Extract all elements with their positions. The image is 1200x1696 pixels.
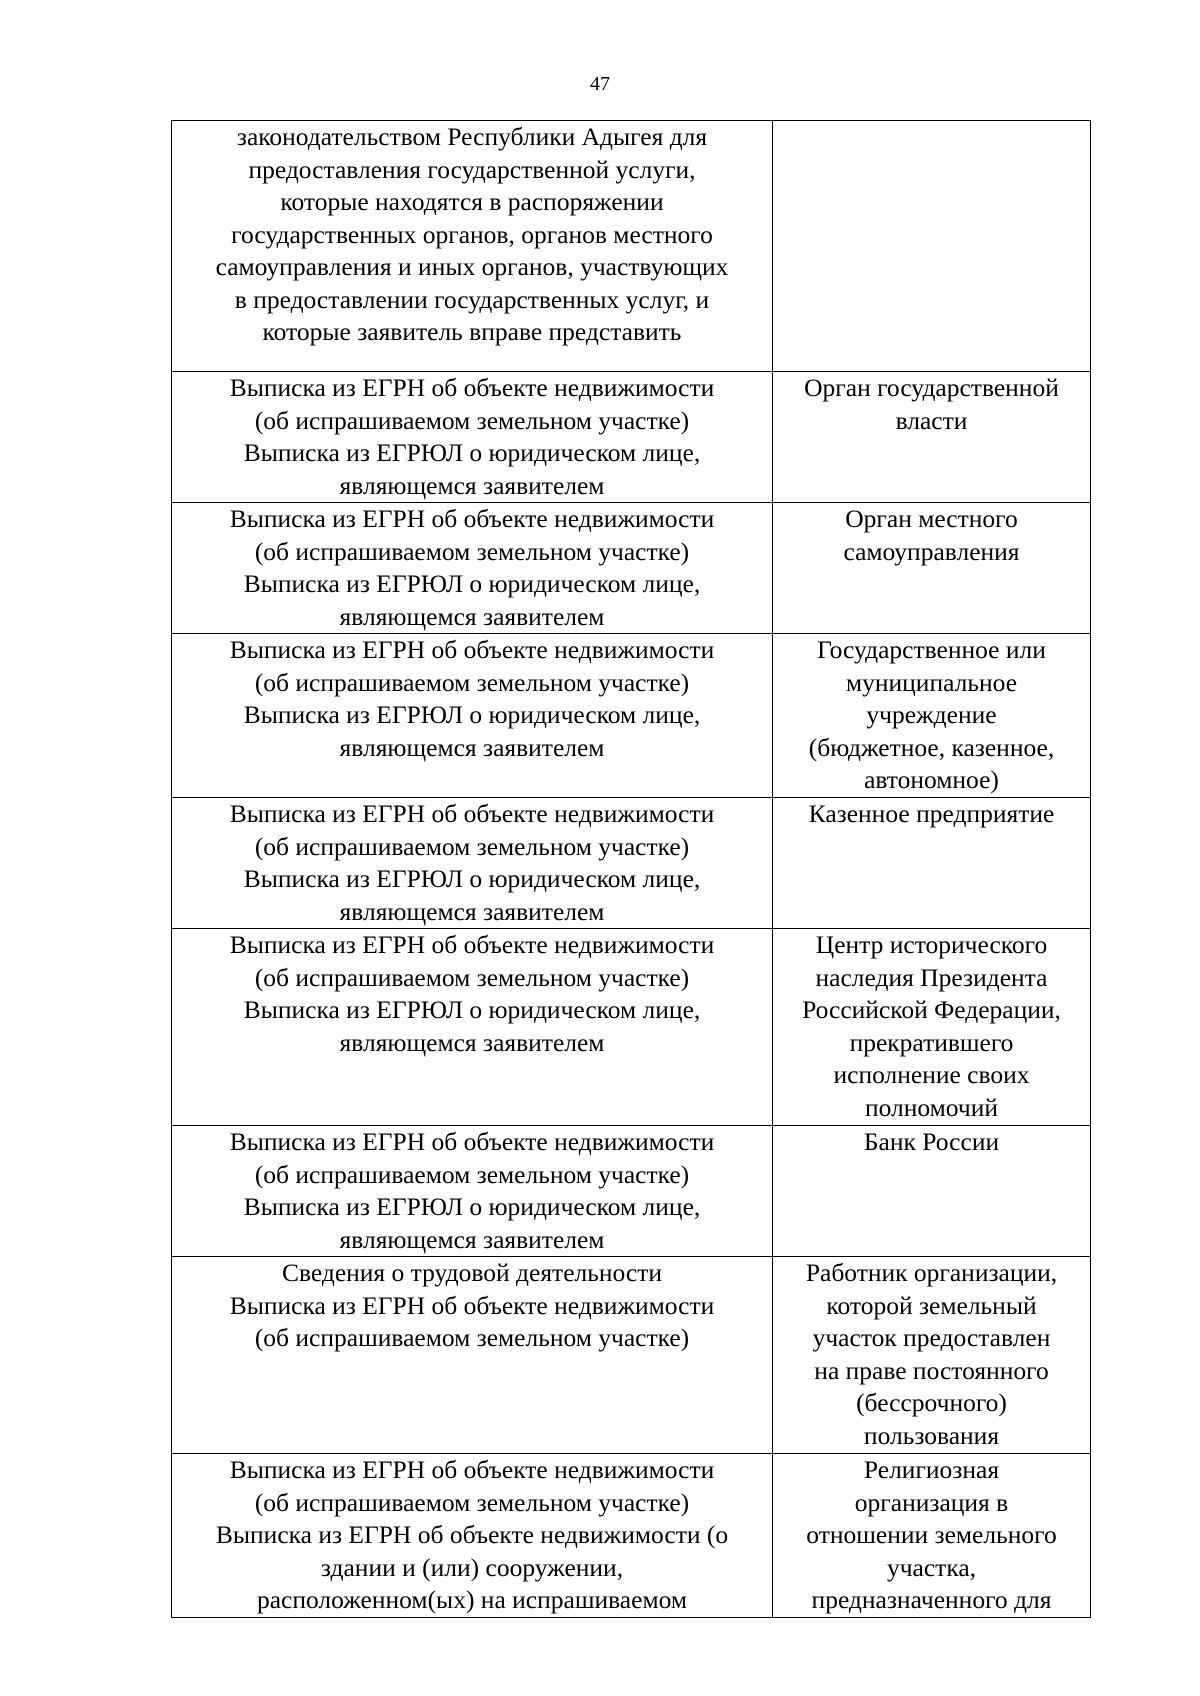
cell-text: Орган государственной власти	[804, 373, 1059, 435]
table-cell-applicant	[773, 1454, 1091, 1618]
table-row	[172, 121, 1091, 372]
table-cell-applicant	[773, 929, 1091, 1126]
table-row	[172, 798, 1091, 929]
cell-text: Выписка из ЕГРН об объекте недвижимости (об испрашиваемом земельном участке) Выписка из ЕГРЮЛ о юридическом лице, являющемся заявителем	[229, 504, 715, 631]
cell-text: Выписка из ЕГРН об объекте недвижимости (об испрашиваемом земельном участке) Выписка из ЕГРЮЛ о юридическом лице, являющемся заявителем	[229, 930, 715, 1057]
table-cell-applicant	[773, 634, 1091, 798]
cell-text: Работник организации, которой земельный участок предоставлен на праве постоянного (бессрочного) пользования	[805, 1258, 1058, 1450]
cell-text: законодательством Республики Адыгея для предоставления государственной услуги, которые находятся в распоряжении государственных органов, органов местного самоуправления и иных органов, участвующих в предоставлении государственных услуг, и которые заявитель вправе представить	[215, 122, 729, 346]
table-cell-documents	[172, 798, 773, 929]
table-cell-documents	[172, 634, 773, 798]
table-cell-documents	[172, 929, 773, 1126]
table-cell-applicant	[773, 121, 1091, 372]
cell-text: Выписка из ЕГРН об объекте недвижимости (об испрашиваемом земельном участке) Выписка из ЕГРН об объекте недвижимости (о здании и (или) сооружении, расположенном(ых) на испрашиваемом	[215, 1455, 729, 1614]
table-cell-applicant	[773, 798, 1091, 929]
table-row	[172, 634, 1091, 798]
cell-text: Выписка из ЕГРН об объекте недвижимости (об испрашиваемом земельном участке) Выписка из ЕГРЮЛ о юридическом лице, являющемся заявителем	[229, 635, 715, 762]
table-cell-applicant	[773, 1257, 1091, 1454]
table-cell-applicant	[773, 503, 1091, 634]
cell-text: Казенное предприятие	[808, 799, 1055, 828]
documents-table	[171, 120, 1091, 1618]
cell-text: Выписка из ЕГРН об объекте недвижимости (об испрашиваемом земельном участке) Выписка из ЕГРЮЛ о юридическом лице, являющемся заявителем	[229, 1127, 715, 1254]
table-row	[172, 503, 1091, 634]
cell-text: Банк России	[863, 1127, 1000, 1156]
table-cell-documents	[172, 1454, 773, 1618]
table-cell-documents	[172, 503, 773, 634]
table-cell-documents	[172, 121, 773, 372]
table-cell-applicant	[773, 1126, 1091, 1257]
table-row	[172, 1257, 1091, 1454]
table-cell-documents	[172, 1257, 773, 1454]
cell-text: Сведения о трудовой деятельности Выписка из ЕГРН об объекте недвижимости (об испрашиваемом земельном участке)	[229, 1258, 715, 1352]
cell-text: Выписка из ЕГРН об объекте недвижимости (об испрашиваемом земельном участке) Выписка из ЕГРЮЛ о юридическом лице, являющемся заявителем	[229, 799, 715, 926]
table-cell-documents	[172, 1126, 773, 1257]
cell-text: Центр исторического наследия Президента Российской Федерации, прекратившего исполнение своих полномочий	[802, 930, 1061, 1122]
cell-text: Орган местного самоуправления	[843, 504, 1020, 566]
table-cell-applicant	[773, 372, 1091, 503]
table-row	[172, 1126, 1091, 1257]
cell-text: Религиозная организация в отношении земельного участка, предназначенного для	[806, 1455, 1057, 1614]
cell-text: Выписка из ЕГРН об объекте недвижимости (об испрашиваемом земельном участке) Выписка из ЕГРЮЛ о юридическом лице, являющемся заявителем	[229, 373, 715, 500]
table-row	[172, 1454, 1091, 1618]
cell-text: Государственное или муниципальное учреждение (бюджетное, казенное, автономное)	[808, 635, 1055, 794]
table-row	[172, 929, 1091, 1126]
table-cell-documents	[172, 372, 773, 503]
table-row	[172, 372, 1091, 503]
page-number: 47	[590, 73, 610, 95]
